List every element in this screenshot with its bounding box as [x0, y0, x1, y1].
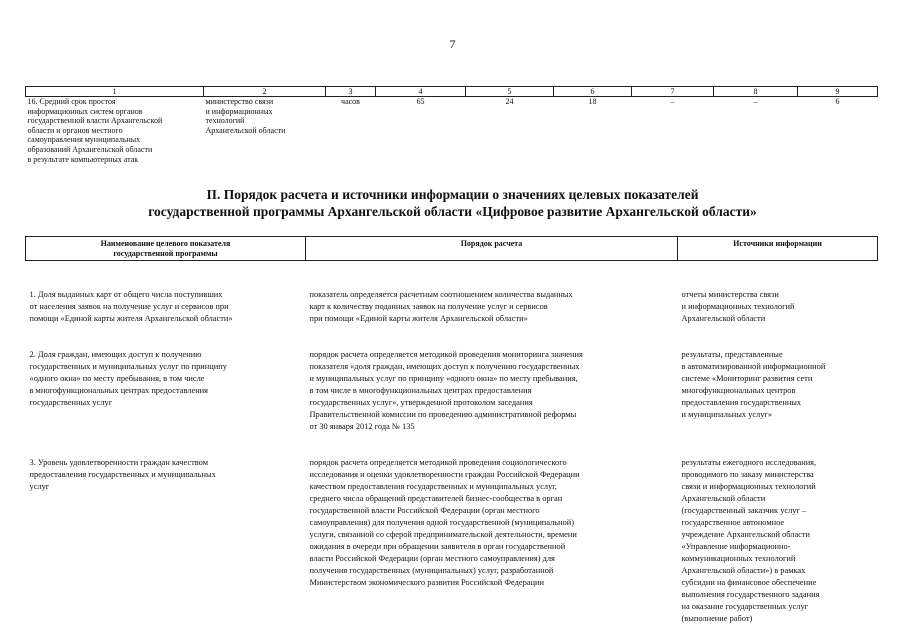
table-row	[26, 325, 878, 433]
column-number: 5	[466, 87, 554, 97]
section-title-line: государственной программы Архангельской области «Цифровое развитие Архангельской области»	[148, 204, 757, 219]
information-source: результаты ежегодного исследования, проводимого по заказу министерства связи и информационных технологий Архангельской области (государственный заказчик услуг – государственное автономное учреждение Архангельской области «Управление информационно- коммуникационных технологий Архангельской области») в рамках субсидии на финансовое обеспечение выполнения государственного задания на оказание государственных услуг (выполнение работ)	[681, 458, 820, 624]
value-cell: 18	[588, 97, 597, 106]
indicator-values-table	[25, 86, 878, 164]
value-cell: –	[670, 97, 675, 106]
indicator-name: 3. Уровень удовлетворенности граждан качеством предоставления государственных и муниципальных услуг	[29, 458, 216, 492]
column-number: 8	[714, 87, 798, 97]
indicator-name: 16. Средний срок простоя информационных систем органов государственной власти Архангельской области и органов местного самоуправления муниципальных образований Архангельской области в результате компьютерных атак	[27, 97, 163, 164]
section-title-line: II. Порядок расчета и источники информации о значениях целевых показателей	[206, 187, 699, 202]
indicator-name: 2. Доля граждан, имеющих доступ к получению государственных и муниципальных услуг по принципу «одного окна» по месту пребывания, в том числе в многофункциональных центрах предоставления государственных услуг	[29, 350, 227, 408]
calculation-method: порядок расчета определяется методикой проведения мониторинга значения показателя «доля граждан, имеющих доступ к получению государственных и муниципальных услуг по принципу «одного окна» по месту пребывания, в том числе в многофункциональных центрах предоставления государственных услуг», утвержденной протоколом заседания Правительственной комиссии по проведению административной реформы от 30 января 2012 года № 135	[309, 350, 583, 432]
column-number: 2	[204, 87, 326, 97]
table-row	[26, 261, 878, 326]
column-number: 9	[798, 87, 878, 97]
header-sources: Источники информации	[733, 239, 822, 248]
value-cell: 65	[416, 97, 425, 106]
table-row	[26, 97, 878, 165]
value-cell: 24	[505, 97, 514, 106]
column-number: 1	[26, 87, 204, 97]
header-row	[26, 237, 878, 261]
section-title	[0, 186, 905, 220]
unit-of-measure: часов	[341, 97, 360, 106]
column-number: 6	[554, 87, 632, 97]
information-source: результаты, представленные в автоматизированной информационной системе «Мониторинг развития сети многофункциональных центров предоставления государственных и муниципальных услуг»	[681, 350, 826, 420]
information-source: отчеты министерства связи и информационных технологий Архангельской области	[681, 290, 795, 324]
indicator-name: 1. Доля выданных карт от общего числа поступивших от населения заявок на получение услуг и сервисов при помощи «Единой карты жителя Архангельской области»	[29, 290, 233, 324]
table-row	[26, 433, 878, 625]
value-cell: –	[753, 97, 758, 106]
calculation-method: порядок расчета определяется методикой проведения социологического исследования и оценки удовлетворенности граждан Российской Федерации качеством предоставления государственных и муниципальных услуг, среднего числа обращений представителей бизнес-сообщества в орган государственной власти Российской Федерации (орган местного самоуправления) для получения одной государственной (муниципальной) услуги, связанной со сферой предпринимательской деятельности, времени ожидания в очереди при обращении заявителя в орган государственной власти Российской Федерации (орган местного самоуправления) для получения государственных (муниципальных) услуг, разработанной Министерством экономического развития Российской Федерации	[309, 458, 580, 588]
value-cell: 6	[835, 97, 840, 106]
column-number: 3	[326, 87, 376, 97]
header-indicator: Наименование целевого показателя государственной программы	[100, 239, 231, 258]
page-number: 7	[449, 37, 456, 51]
responsible-executor: министерство связи и информационных технологий Архангельской области	[205, 97, 286, 135]
header-method: Порядок расчета	[460, 239, 523, 248]
column-number: 7	[632, 87, 714, 97]
calculation-method: показатель определяется расчетным соотношением количества выданных карт к количеству поданных заявок на получение услуг и сервисов при помощи «Единой карты жителя Архангельской области»	[309, 290, 573, 324]
calculation-method-table	[25, 236, 878, 625]
column-number: 4	[376, 87, 466, 97]
column-number-row	[26, 87, 878, 97]
